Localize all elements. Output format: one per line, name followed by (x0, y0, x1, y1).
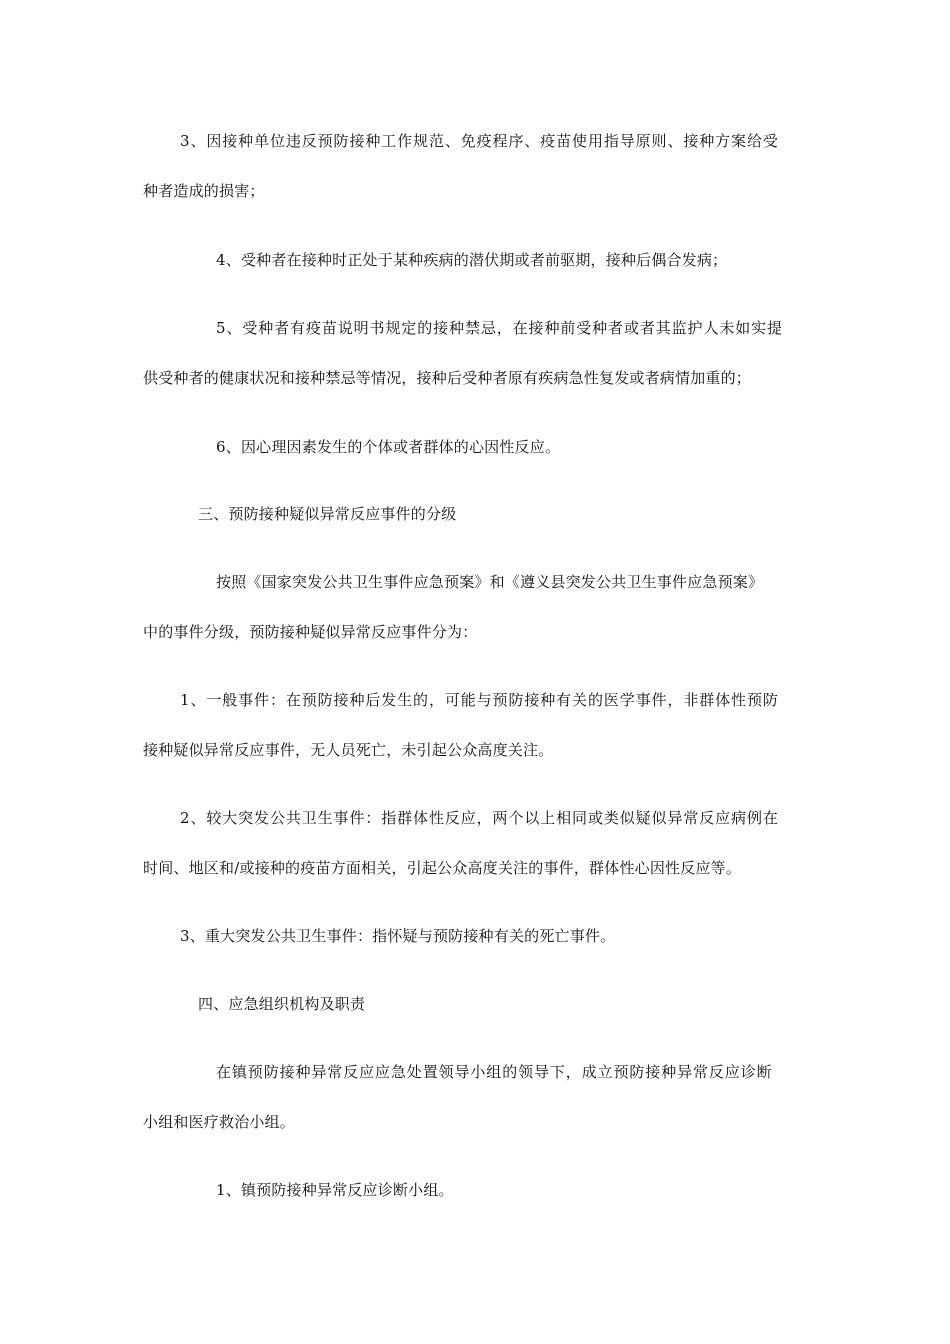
paragraph-item-6: 6、因心理因素发生的个体或者群体的心因性反应。 (216, 438, 561, 456)
paragraph-general-event-line-2: 接种疑似异常反应事件，无人员死亡，未引起公众高度关注。 (143, 741, 554, 759)
paragraph-item-5-line-1: 5、受种者有疫苗说明书规定的接种禁忌，在接种前受种者或者其监护人未如实提 (216, 319, 783, 337)
paragraph-item-3-line-2: 种者造成的损害； (143, 182, 265, 200)
paragraph-organization-line-2: 小组和医疗救治小组。 (143, 1113, 296, 1131)
section-heading-4: 四、应急组织机构及职责 (198, 995, 366, 1013)
paragraph-item-4: 4、受种者在接种时正处于某种疾病的潜伏期或者前驱期，接种后偶合发病； (216, 251, 728, 269)
paragraph-major-event: 3、重大突发公共卫生事件：指怀疑与预防接种有关的死亡事件。 (180, 927, 616, 945)
paragraph-larger-event-line-2: 时间、地区和/或接种的疫苗方面相关，引起公众高度关注的事件，群体性心因性反应等。 (143, 859, 742, 877)
paragraph-organization-line-1: 在镇预防接种异常反应应急处置领导小组的领导下，成立预防接种异常反应诊断 (216, 1063, 773, 1081)
paragraph-diagnosis-group: 1、镇预防接种异常反应诊断小组。 (216, 1181, 454, 1199)
section-heading-3: 三、预防接种疑似异常反应事件的分级 (198, 505, 457, 523)
paragraph-grading-line-1: 按照《国家突发公共卫生事件应急预案》和《遵义县突发公共卫生事件应急预案》 (216, 573, 764, 591)
paragraph-item-5-line-2: 供受种者的健康状况和接种禁忌等情况，接种后受种者原有疾病急性复发或者病情加重的； (143, 369, 752, 387)
paragraph-grading-line-2: 中的事件分级，预防接种疑似异常反应事件分为： (143, 623, 478, 641)
paragraph-item-3-line-1: 3、因接种单位违反预防接种工作规范、免疫程序、疫苗使用指导原则、接种方案给受 (180, 132, 779, 150)
paragraph-larger-event-line-1: 2、较大突发公共卫生事件：指群体性反应，两个以上相同或类似疑似异常反应病例在 (180, 809, 779, 827)
paragraph-general-event-line-1: 1、一般事件：在预防接种后发生的，可能与预防接种有关的医学事件，非群体性预防 (180, 691, 779, 709)
